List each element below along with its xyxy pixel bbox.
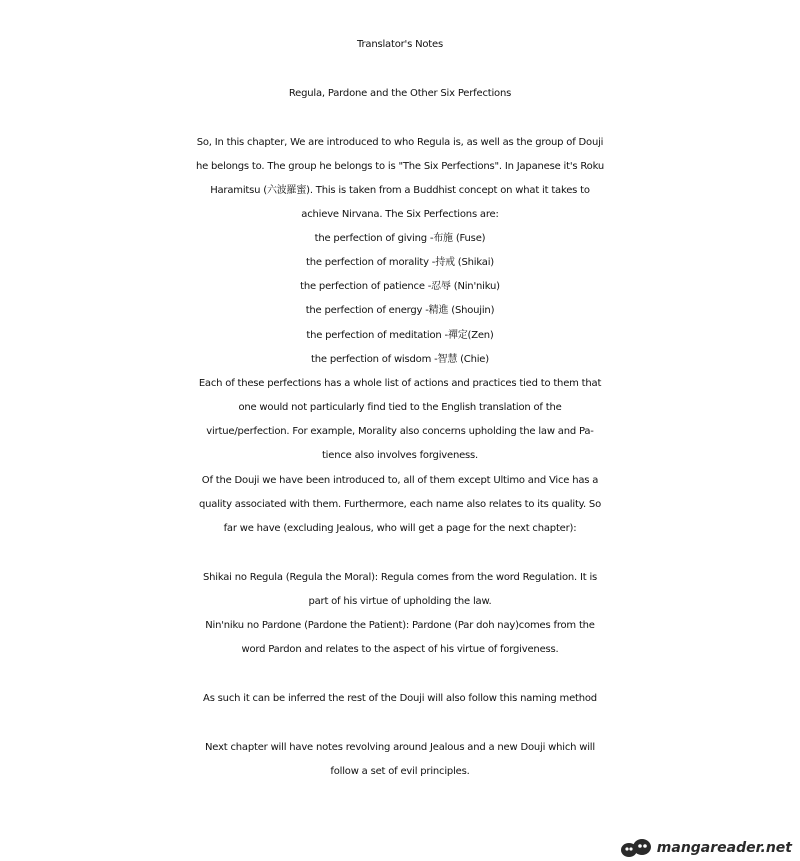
body-line: Of the Douji we have been introduced to, all of them except Ultimo and Vice has a bbox=[201, 475, 599, 486]
watermark bbox=[619, 837, 792, 859]
mangareader-logo-icon bbox=[619, 837, 653, 859]
perfection-item: the perfection of meditation -禪定(Zen) bbox=[306, 330, 494, 341]
body-line: far we have (excluding Jealous, who will get a page for the next chapter): bbox=[223, 523, 577, 534]
inference-line: As such it can be inferred the rest of the Douji will also follow this naming method bbox=[203, 693, 597, 704]
perfection-item: the perfection of wisdom -智慧 (Chie) bbox=[311, 354, 489, 365]
page-title: Translator's Notes bbox=[357, 39, 443, 50]
perfection-item: the perfection of giving -布施 (Fuse) bbox=[314, 233, 486, 244]
intro-line: Haramitsu (六波羅蜜). This is taken from a Buddhist concept on what it takes to bbox=[210, 185, 590, 196]
douji-line: Nin'niku no Pardone (Pardone the Patient): Pardone (Par doh nay)comes from the bbox=[205, 620, 595, 631]
douji-line: word Pardon and relates to the aspect of his virtue of forgiveness. bbox=[241, 644, 559, 655]
page-subtitle: Regula, Pardone and the Other Six Perfections bbox=[288, 88, 512, 99]
perfection-item: the perfection of morality -持戒 (Shikai) bbox=[306, 257, 494, 268]
intro-line: he belongs to. The group he belongs to is "The Six Perfections". In Japanese it's Roku bbox=[195, 161, 605, 172]
intro-line: So, In this chapter, We are introduced to who Regula is, as well as the group of Douji bbox=[196, 137, 604, 148]
perfection-item: the perfection of patience -忍辱 (Nin'niku) bbox=[300, 281, 500, 292]
intro-line: achieve Nirvana. The Six Perfections are: bbox=[301, 209, 499, 220]
body-line: one would not particularly find tied to the English translation of the bbox=[238, 402, 562, 413]
closing-line: follow a set of evil principles. bbox=[330, 766, 470, 777]
body-line: quality associated with them. Furthermore, each name also relates to its quality. So bbox=[199, 499, 601, 510]
perfection-item: the perfection of energy -精進 (Shoujin) bbox=[305, 305, 495, 316]
douji-line: Shikai no Regula (Regula the Moral): Regula comes from the word Regulation. It is bbox=[202, 572, 598, 583]
body-line: tience also involves forgiveness. bbox=[321, 450, 479, 461]
body-line: Each of these perfections has a whole list of actions and practices tied to them that bbox=[198, 378, 602, 389]
body-line: virtue/perfection. For example, Morality also concerns upholding the law and Pa- bbox=[206, 426, 594, 437]
watermark-text: mangareader.net bbox=[656, 840, 792, 856]
closing-line: Next chapter will have notes revolving around Jealous and a new Douji which will bbox=[205, 742, 595, 753]
douji-line: part of his virtue of upholding the law. bbox=[308, 596, 492, 607]
